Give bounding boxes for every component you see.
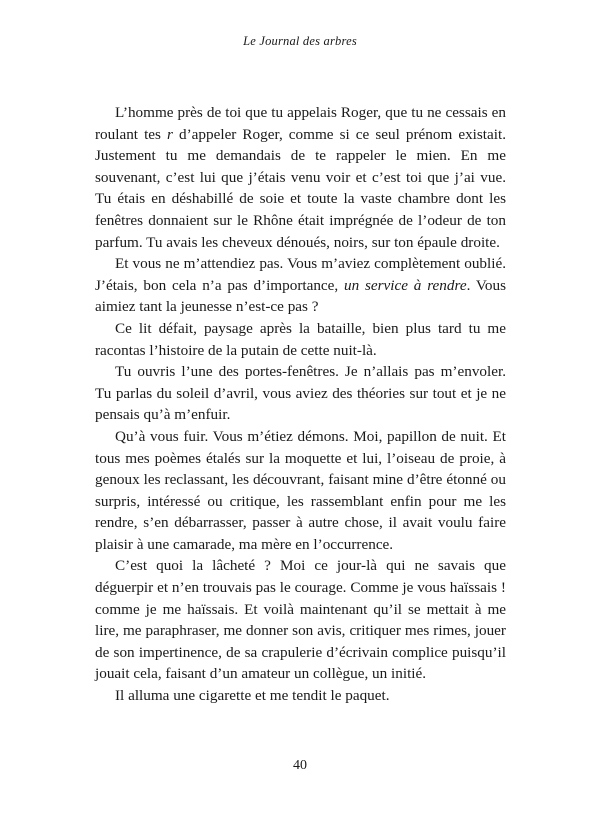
paragraph	[95, 555, 506, 685]
running-header: Le Journal des arbres	[243, 34, 357, 48]
text-run: Ce lit défait, paysage après la bataille, bien plus tard tu me racontas l’histoire de la putain de cette nuit-là.	[95, 319, 506, 359]
paragraph	[95, 685, 506, 707]
text-run: C’est quoi la lâcheté ? Moi ce jour-là qui ne savais que déguerpir et n’en trouvais pas le courage. Comme je vous haïssais ! comme je me haïssais. Et voilà maintenant qu’il se mettait à me lire, me paraphraser, me donner son avis, critiquer mes rimes, jouer de son impertinence, de sa crapulerie d’écrivain complice puisqu’il jouait cela, faisant d’un amateur un collègue, un initié.	[95, 557, 506, 683]
text-run: Tu ouvris l’une des portes-fenêtres. Je n’allais pas m’envoler. Tu parlas du soleil d’avril, vous aviez des théories sur tout et je ne pensais qu’à m’enfuir.	[95, 363, 506, 424]
paragraph	[95, 253, 506, 318]
text-run: Et vous ne m’attendiez pas. Vous m’aviez complètement oublié. J’étais, bon cela n’a pas d’importance,	[95, 255, 506, 294]
body-text	[95, 102, 506, 707]
paragraph	[95, 426, 506, 556]
paragraph	[95, 361, 506, 426]
paragraph	[95, 102, 506, 253]
page-number: 40	[293, 758, 307, 773]
text-run: Il alluma une cigarette et me tendit le paquet.	[115, 687, 390, 705]
text-run: Qu’à vous fuir. Vous m’étiez démons. Moi, papillon de nuit. Et tous mes poèmes étalés sur la moquette et lui, l’oiseau de proie, à genoux les reclassant, les découvrant, faisant mine d’être étonné ou surpris, intéressé ou critique, les rassemblant enfin pour me les rendre, s’en débarrasser, passer à autre chose, il avait voulu faire plaisir à une camarade, ma mère en l’occurrence.	[95, 427, 506, 553]
text-run: . Vous aimiez tant la jeunesse n’est-ce pas ?	[95, 276, 506, 316]
italic-phrase: r	[167, 125, 173, 143]
italic-phrase: un service à rendre	[344, 276, 467, 294]
text-run: L’homme près de toi que tu appelais Roger, que tu ne cessais en roulant tes	[95, 104, 506, 143]
paragraph	[95, 318, 506, 361]
text-run: d’appeler Roger, comme si ce seul prénom existait. Justement tu me demandais de te rappeler le mien. En me souvenant, c’est lui que j’étais venu voir et c’est toi que j’ai vue. Tu étais en déshabillé de soie et toute la vaste chambre dont les fenêtres donnaient sur le Rhône était imprégnée de l’odeur de ton parfum. Tu avais les cheveux dénoués, noirs, sur ton épaule droite.	[95, 125, 506, 251]
